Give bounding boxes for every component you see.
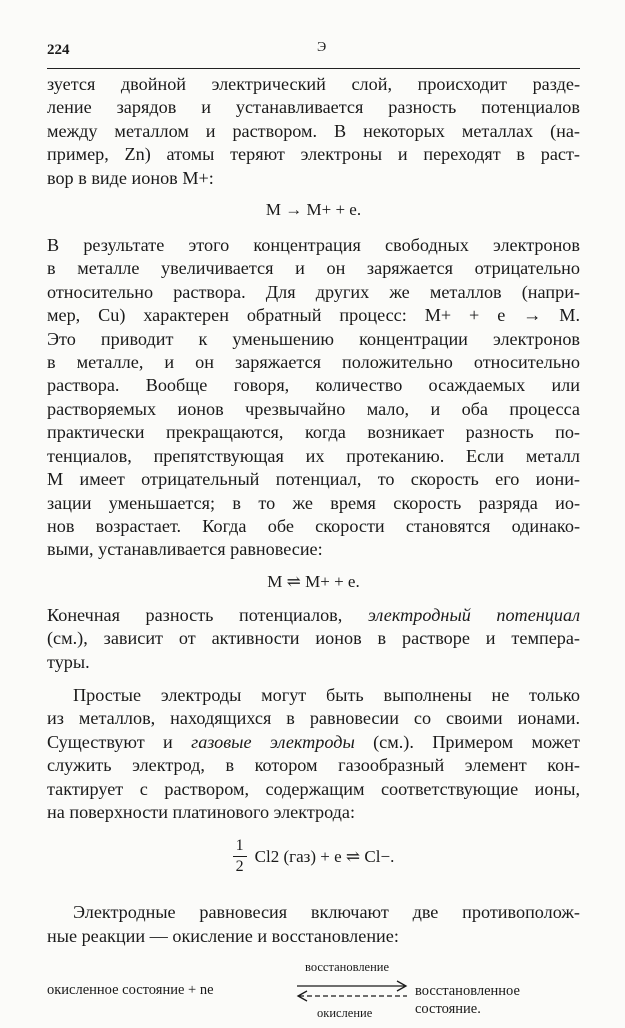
text-line: из металлов, находящихся в равновесии со своими ионами. bbox=[47, 708, 580, 729]
text-line: Электродные равновесия включают две противополож- bbox=[73, 902, 580, 923]
section-letter: Э bbox=[317, 40, 327, 55]
text-line: ление зарядов и устанавливается разность потенциалов bbox=[47, 97, 580, 118]
oxidation-label: окисление bbox=[317, 1006, 373, 1021]
formula-rest: Cl2 (газ) + e ⇌ Cl−. bbox=[254, 846, 395, 866]
italic-term: газовые электроды bbox=[191, 731, 355, 752]
italic-term: электродный потенциал bbox=[367, 604, 580, 625]
text-line: в металле увеличивается и он заряжается отрицательно bbox=[47, 258, 580, 279]
text-line: вор в виде ионов M+: bbox=[47, 167, 214, 188]
paragraph-2 bbox=[47, 234, 580, 562]
text-line: в металле, и он заряжается положительно относительно bbox=[47, 352, 580, 373]
text-line: В результате этого концентрация свободных электронов bbox=[47, 235, 580, 256]
formula-chlorine bbox=[47, 836, 580, 877]
reduced-state-line2: состояние. bbox=[415, 1001, 481, 1018]
text-line: тенциалов, препятствующая их протеканию. Если металл bbox=[47, 445, 580, 466]
text-line: на поверхности платинового электрода: bbox=[47, 801, 356, 822]
fraction-numerator: 1 bbox=[233, 836, 247, 857]
equilibrium-arrows-icon bbox=[293, 978, 411, 1004]
text-line: зации уменьшается; в то же время скорость разряда ио- bbox=[47, 492, 580, 513]
text-line: M имеет отрицательный потенциал, то скорость его иони- bbox=[47, 469, 580, 490]
paragraph-5 bbox=[47, 901, 580, 948]
page bbox=[47, 38, 580, 1028]
fraction-denominator: 2 bbox=[235, 858, 244, 876]
oxidized-state: окисленное состояние + ne bbox=[47, 982, 214, 999]
header-rule bbox=[47, 68, 580, 69]
text-line: (см.), зависит от активности ионов в растворе и темпера- bbox=[47, 628, 580, 649]
text-line: туры. bbox=[47, 651, 90, 672]
text-line: относительно раствора. Для других же металлов (напри- bbox=[47, 281, 580, 302]
text-line: служить электрод, в котором газообразный элемент кон- bbox=[47, 755, 580, 776]
text-line bbox=[47, 604, 580, 627]
text-line: мер, Cu) характерен обратный процесс: M+ + e → M. bbox=[47, 305, 580, 326]
text-line: нов возрастает. Когда обе скорости становятся одинако- bbox=[47, 515, 580, 536]
text-line bbox=[47, 731, 580, 754]
reduced-state bbox=[415, 982, 520, 1018]
text-line: тактирует с раствором, содержащим соответствующие ионы, bbox=[47, 778, 580, 799]
reduction-label: восстановление bbox=[305, 960, 390, 975]
paragraph-3 bbox=[47, 604, 580, 674]
text-line: Простые электроды могут быть выполнены не только bbox=[73, 684, 580, 705]
text-line: практически прекращаются, когда возникает разность по- bbox=[47, 422, 580, 443]
fraction bbox=[233, 836, 247, 877]
paragraph-1 bbox=[47, 73, 580, 190]
text-line: выми, устанавливается равновесие: bbox=[47, 539, 323, 560]
page-number: 224 bbox=[47, 42, 70, 58]
redox-scheme bbox=[47, 958, 580, 1028]
text-run: (см.). Примером может bbox=[354, 731, 580, 752]
text-run: Конечная разность потенциалов, bbox=[47, 604, 368, 625]
text-line: раствора. Вообще говоря, количество осаждаемых или bbox=[47, 375, 580, 396]
text-line: Это приводит к уменьшению концентрации электронов bbox=[47, 328, 580, 349]
text-line: между металлом и раствором. В некоторых металлах (на- bbox=[47, 120, 580, 141]
formula-equilibrium: M ⇌ M+ + e. bbox=[267, 571, 360, 591]
text-line: зуется двойной электрический слой, происходит разде- bbox=[47, 74, 580, 94]
formula-ionization: M → M+ + e. bbox=[265, 200, 362, 220]
page-header bbox=[47, 38, 580, 68]
text-line: растворяемых ионов чрезвычайно мало, и оба процесса bbox=[47, 398, 580, 419]
text-line: ные реакции — окисление и восстановление: bbox=[47, 925, 399, 946]
paragraph-4 bbox=[47, 684, 580, 824]
text-line: пример, Zn) атомы теряют электроны и переходят в раст- bbox=[47, 144, 580, 165]
reduced-state-line1: восстановленное bbox=[415, 983, 520, 1000]
text-run: Существуют и bbox=[47, 731, 192, 752]
